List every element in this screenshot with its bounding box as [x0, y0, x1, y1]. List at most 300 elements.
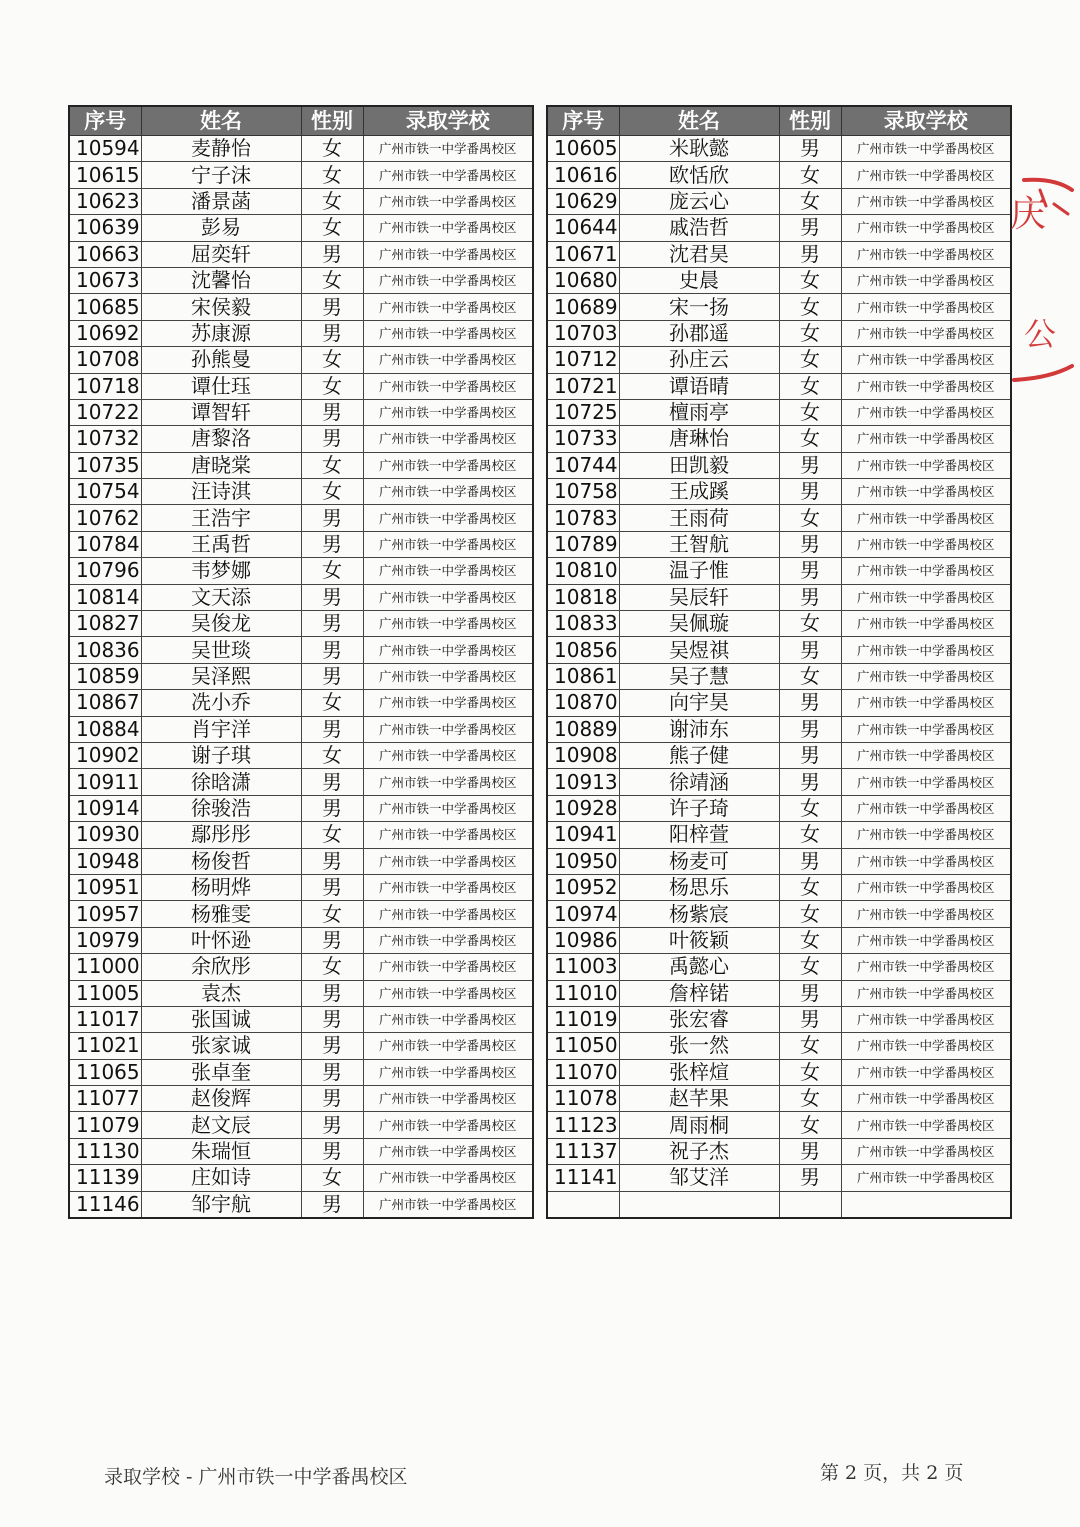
student-name: 张卓奎 [141, 1059, 301, 1085]
table-row [547, 584, 1011, 610]
admitted-school: 广州市铁一中学番禺校区 [841, 399, 1011, 425]
admitted-school: 广州市铁一中学番禺校区 [363, 505, 533, 531]
table-body-left [69, 136, 533, 1219]
admitted-school: 广州市铁一中学番禺校区 [841, 373, 1011, 399]
header-name: 姓名 [141, 106, 301, 136]
student-id: 10721 [547, 373, 619, 399]
student-name: 肖宇洋 [141, 716, 301, 742]
student-name: 徐靖涵 [619, 769, 779, 795]
admitted-school: 广州市铁一中学番禺校区 [841, 927, 1011, 953]
admitted-school: 广州市铁一中学番禺校区 [841, 215, 1011, 241]
student-id: 10703 [547, 320, 619, 346]
admission-table-left [68, 105, 534, 1219]
table-row [547, 742, 1011, 768]
student-name: 庞云心 [619, 188, 779, 214]
table-row [69, 637, 533, 663]
student-id: 10951 [69, 874, 141, 900]
table-body-right [547, 136, 1011, 1219]
table-row [69, 347, 533, 373]
table-row [69, 848, 533, 874]
table-row [547, 927, 1011, 953]
student-name: 周雨桐 [619, 1112, 779, 1138]
student-name: 欧恬欣 [619, 162, 779, 188]
student-id: 11130 [69, 1138, 141, 1164]
student-gender: 男 [301, 769, 363, 795]
student-id: 10928 [547, 795, 619, 821]
admitted-school: 广州市铁一中学番禺校区 [363, 663, 533, 689]
table-row [69, 769, 533, 795]
admitted-school: 广州市铁一中学番禺校区 [841, 1033, 1011, 1059]
student-gender: 女 [779, 1086, 841, 1112]
student-gender: 男 [779, 716, 841, 742]
admitted-school: 广州市铁一中学番禺校区 [363, 822, 533, 848]
admitted-school: 广州市铁一中学番禺校区 [841, 1086, 1011, 1112]
admitted-school: 广州市铁一中学番禺校区 [363, 1033, 533, 1059]
student-gender: 女 [779, 874, 841, 900]
student-name: 吴俊龙 [141, 611, 301, 637]
table-row [69, 479, 533, 505]
student-gender: 男 [301, 1006, 363, 1032]
student-gender: 男 [779, 637, 841, 663]
admitted-school: 广州市铁一中学番禺校区 [363, 479, 533, 505]
table-row [547, 980, 1011, 1006]
admitted-school: 广州市铁一中学番禺校区 [841, 901, 1011, 927]
admitted-school: 广州市铁一中学番禺校区 [363, 452, 533, 478]
admitted-school: 广州市铁一中学番禺校区 [363, 769, 533, 795]
admitted-school: 广州市铁一中学番禺校区 [363, 347, 533, 373]
student-name: 杨思乐 [619, 874, 779, 900]
admitted-school: 广州市铁一中学番禺校区 [841, 874, 1011, 900]
table-row [547, 373, 1011, 399]
table-row [69, 426, 533, 452]
student-name: 吴煜祺 [619, 637, 779, 663]
student-id: 11065 [69, 1059, 141, 1085]
student-id: 10884 [69, 716, 141, 742]
student-name: 沈君昊 [619, 241, 779, 267]
student-gender: 女 [779, 795, 841, 821]
student-name: 冼小乔 [141, 690, 301, 716]
student-gender: 男 [779, 215, 841, 241]
table-row [547, 822, 1011, 848]
table-row [69, 716, 533, 742]
student-name: 张梓煊 [619, 1059, 779, 1085]
table-row [69, 1191, 533, 1218]
header-id: 序号 [547, 106, 619, 136]
student-name: 邹艾洋 [619, 1165, 779, 1191]
table-row [547, 241, 1011, 267]
table-row [69, 1059, 533, 1085]
admitted-school: 广州市铁一中学番禺校区 [841, 267, 1011, 293]
admitted-school: 广州市铁一中学番禺校区 [841, 531, 1011, 557]
student-gender: 女 [301, 479, 363, 505]
student-id: 11017 [69, 1006, 141, 1032]
student-id: 10718 [69, 373, 141, 399]
table-row [69, 1165, 533, 1191]
student-name: 袁杰 [141, 980, 301, 1006]
student-gender: 男 [301, 426, 363, 452]
table-header-row [69, 106, 533, 136]
student-name: 王智航 [619, 531, 779, 557]
student-name: 徐晗潇 [141, 769, 301, 795]
table-row [69, 663, 533, 689]
admitted-school: 广州市铁一中学番禺校区 [841, 1059, 1011, 1085]
admitted-school: 广州市铁一中学番禺校区 [363, 1112, 533, 1138]
student-id: 10623 [69, 188, 141, 214]
admitted-school: 广州市铁一中学番禺校区 [363, 267, 533, 293]
table-row [547, 531, 1011, 557]
student-name: 庄如诗 [141, 1165, 301, 1191]
student-name: 潘景菡 [141, 188, 301, 214]
student-id: 11005 [69, 980, 141, 1006]
student-gender: 男 [779, 1138, 841, 1164]
student-gender: 男 [301, 294, 363, 320]
student-gender: 女 [779, 162, 841, 188]
student-name: 杨雅雯 [141, 901, 301, 927]
table-row [69, 136, 533, 162]
student-gender: 男 [779, 1165, 841, 1191]
student-id: 10685 [69, 294, 141, 320]
student-id: 11078 [547, 1086, 619, 1112]
student-id: 10810 [547, 558, 619, 584]
student-name: 张宏睿 [619, 1006, 779, 1032]
student-gender: 男 [301, 1138, 363, 1164]
student-gender: 女 [779, 611, 841, 637]
student-gender: 女 [301, 215, 363, 241]
student-id: 10725 [547, 399, 619, 425]
table-row [547, 136, 1011, 162]
student-name: 杨俊哲 [141, 848, 301, 874]
header-school: 录取学校 [363, 106, 533, 136]
student-gender: 女 [779, 822, 841, 848]
student-id: 10733 [547, 426, 619, 452]
admitted-school: 广州市铁一中学番禺校区 [841, 848, 1011, 874]
student-gender: 男 [301, 1191, 363, 1218]
student-name: 叶筱颖 [619, 927, 779, 953]
header-name: 姓名 [619, 106, 779, 136]
table-row [69, 795, 533, 821]
student-id: 10914 [69, 795, 141, 821]
student-gender: 女 [779, 1112, 841, 1138]
admitted-school: 广州市铁一中学番禺校区 [363, 320, 533, 346]
admitted-school: 广州市铁一中学番禺校区 [363, 980, 533, 1006]
student-name: 王禹哲 [141, 531, 301, 557]
student-gender: 女 [779, 1033, 841, 1059]
table-row [547, 505, 1011, 531]
student-name: 赵芊果 [619, 1086, 779, 1112]
admitted-school: 广州市铁一中学番禺校区 [363, 373, 533, 399]
admitted-school: 广州市铁一中学番禺校区 [841, 1165, 1011, 1191]
table-row [69, 267, 533, 293]
student-name: 沈馨怡 [141, 267, 301, 293]
admitted-school: 广州市铁一中学番禺校区 [363, 426, 533, 452]
student-name: 邹宇航 [141, 1191, 301, 1218]
student-gender: 女 [779, 954, 841, 980]
student-name: 戚浩哲 [619, 215, 779, 241]
student-name: 谢子琪 [141, 742, 301, 768]
student-gender: 男 [301, 795, 363, 821]
student-name: 赵俊辉 [141, 1086, 301, 1112]
table-row [69, 399, 533, 425]
student-gender: 女 [779, 373, 841, 399]
admitted-school: 广州市铁一中学番禺校区 [841, 1138, 1011, 1164]
student-name: 王成蹊 [619, 479, 779, 505]
admitted-school: 广州市铁一中学番禺校区 [363, 611, 533, 637]
student-id: 10814 [69, 584, 141, 610]
student-id: 10689 [547, 294, 619, 320]
admitted-school: 广州市铁一中学番禺校区 [363, 1086, 533, 1112]
table-row [547, 399, 1011, 425]
student-gender: 女 [779, 426, 841, 452]
admitted-school: 广州市铁一中学番禺校区 [841, 479, 1011, 505]
student-gender: 男 [301, 399, 363, 425]
student-name: 彭易 [141, 215, 301, 241]
student-name: 詹梓锘 [619, 980, 779, 1006]
admitted-school: 广州市铁一中学番禺校区 [363, 558, 533, 584]
student-gender: 女 [779, 347, 841, 373]
student-id: 10762 [69, 505, 141, 531]
admitted-school: 广州市铁一中学番禺校区 [841, 795, 1011, 821]
admitted-school: 广州市铁一中学番禺校区 [363, 188, 533, 214]
student-gender: 女 [301, 558, 363, 584]
svg-text:庆: 庆 [1010, 194, 1047, 235]
student-id: 10833 [547, 611, 619, 637]
table-row [547, 426, 1011, 452]
student-gender: 女 [779, 663, 841, 689]
student-name: 宋侯毅 [141, 294, 301, 320]
student-gender: 男 [779, 848, 841, 874]
student-gender: 男 [779, 241, 841, 267]
student-gender: 女 [301, 1165, 363, 1191]
student-gender: 男 [301, 505, 363, 531]
student-name: 谢沛东 [619, 716, 779, 742]
student-name: 张家诚 [141, 1033, 301, 1059]
table-row [547, 795, 1011, 821]
student-id: 11003 [547, 954, 619, 980]
student-gender: 男 [779, 531, 841, 557]
admitted-school: 广州市铁一中学番禺校区 [841, 954, 1011, 980]
student-gender: 男 [301, 241, 363, 267]
table-row [547, 188, 1011, 214]
student-gender: 女 [301, 742, 363, 768]
student-id: 10692 [69, 320, 141, 346]
student-id: 10930 [69, 822, 141, 848]
student-name: 谭语晴 [619, 373, 779, 399]
student-id: 11019 [547, 1006, 619, 1032]
student-id: 10712 [547, 347, 619, 373]
student-id: 10789 [547, 531, 619, 557]
student-id: 11139 [69, 1165, 141, 1191]
table-header-row [547, 106, 1011, 136]
student-name: 孙郡遥 [619, 320, 779, 346]
table-row [69, 558, 533, 584]
student-id: 10639 [69, 215, 141, 241]
table-row [69, 980, 533, 1006]
admitted-school: 广州市铁一中学番禺校区 [363, 927, 533, 953]
student-id: 10941 [547, 822, 619, 848]
empty-cell [547, 1191, 619, 1218]
table-row [69, 611, 533, 637]
admitted-school: 广州市铁一中学番禺校区 [841, 320, 1011, 346]
student-gender: 男 [301, 1086, 363, 1112]
admitted-school: 广州市铁一中学番禺校区 [363, 1059, 533, 1085]
footer-page-number: 第 2 页，共 2 页 [820, 1462, 964, 1484]
student-id: 11077 [69, 1086, 141, 1112]
student-gender: 女 [779, 320, 841, 346]
admitted-school: 广州市铁一中学番禺校区 [841, 822, 1011, 848]
student-name: 唐琳怡 [619, 426, 779, 452]
table-row [69, 531, 533, 557]
student-gender: 女 [779, 505, 841, 531]
table-row [547, 1138, 1011, 1164]
empty-cell [841, 1191, 1011, 1218]
student-id: 10902 [69, 742, 141, 768]
student-name: 吴辰轩 [619, 584, 779, 610]
student-name: 鄢彤彤 [141, 822, 301, 848]
table-row [69, 584, 533, 610]
admitted-school: 广州市铁一中学番禺校区 [841, 716, 1011, 742]
student-name: 向宇昊 [619, 690, 779, 716]
student-gender: 男 [301, 716, 363, 742]
student-gender: 男 [301, 848, 363, 874]
student-id: 10783 [547, 505, 619, 531]
student-id: 10616 [547, 162, 619, 188]
student-gender: 女 [779, 1059, 841, 1085]
admitted-school: 广州市铁一中学番禺校区 [363, 874, 533, 900]
student-name: 文天添 [141, 584, 301, 610]
header-school: 录取学校 [841, 106, 1011, 136]
student-id: 10732 [69, 426, 141, 452]
table-row [547, 215, 1011, 241]
student-gender: 男 [301, 1112, 363, 1138]
student-gender: 男 [779, 558, 841, 584]
student-id: 10680 [547, 267, 619, 293]
student-gender: 男 [301, 637, 363, 663]
admitted-school: 广州市铁一中学番禺校区 [363, 954, 533, 980]
student-gender: 男 [779, 452, 841, 478]
student-id: 10856 [547, 637, 619, 663]
table-row [547, 1165, 1011, 1191]
student-name: 史晨 [619, 267, 779, 293]
table-row [547, 611, 1011, 637]
student-gender: 男 [779, 742, 841, 768]
header-gender: 性别 [779, 106, 841, 136]
table-row [547, 1086, 1011, 1112]
admitted-school: 广州市铁一中学番禺校区 [363, 637, 533, 663]
admitted-school: 广州市铁一中学番禺校区 [363, 215, 533, 241]
student-gender: 男 [779, 136, 841, 162]
table-row [547, 1059, 1011, 1085]
student-id: 11079 [69, 1112, 141, 1138]
table-row [69, 1086, 533, 1112]
student-name: 麦静怡 [141, 136, 301, 162]
student-id: 11070 [547, 1059, 619, 1085]
student-gender: 男 [301, 1059, 363, 1085]
table-row [69, 1138, 533, 1164]
table-row [69, 690, 533, 716]
admitted-school: 广州市铁一中学番禺校区 [363, 1191, 533, 1218]
student-id: 10827 [69, 611, 141, 637]
student-id: 11123 [547, 1112, 619, 1138]
table-row [547, 558, 1011, 584]
table-row [69, 320, 533, 346]
svg-text:公: 公 [1024, 315, 1057, 353]
student-id: 10836 [69, 637, 141, 663]
student-id: 10784 [69, 531, 141, 557]
student-name: 熊子健 [619, 742, 779, 768]
student-id: 11050 [547, 1033, 619, 1059]
student-gender: 女 [779, 399, 841, 425]
student-id: 10948 [69, 848, 141, 874]
admitted-school: 广州市铁一中学番禺校区 [841, 426, 1011, 452]
table-row [69, 294, 533, 320]
student-name: 吴世琰 [141, 637, 301, 663]
table-row [547, 690, 1011, 716]
student-name: 徐骏浩 [141, 795, 301, 821]
admitted-school: 广州市铁一中学番禺校区 [841, 769, 1011, 795]
student-id: 10986 [547, 927, 619, 953]
table-row [547, 162, 1011, 188]
admitted-school: 广州市铁一中学番禺校区 [841, 162, 1011, 188]
student-name: 温子惟 [619, 558, 779, 584]
admitted-school: 广州市铁一中学番禺校区 [841, 294, 1011, 320]
student-id: 10605 [547, 136, 619, 162]
student-id: 10867 [69, 690, 141, 716]
student-gender: 男 [301, 531, 363, 557]
table-row [69, 822, 533, 848]
student-id: 10644 [547, 215, 619, 241]
student-id: 10671 [547, 241, 619, 267]
student-id: 10861 [547, 663, 619, 689]
student-name: 檀雨亭 [619, 399, 779, 425]
student-gender: 男 [301, 1033, 363, 1059]
student-name: 杨紫宸 [619, 901, 779, 927]
table-row [69, 373, 533, 399]
table-row [547, 901, 1011, 927]
table-row [69, 742, 533, 768]
table-row [547, 637, 1011, 663]
admitted-school: 广州市铁一中学番禺校区 [841, 241, 1011, 267]
table-row [69, 1006, 533, 1032]
table-row [547, 716, 1011, 742]
student-name: 许子琦 [619, 795, 779, 821]
table-row [547, 848, 1011, 874]
student-id: 11021 [69, 1033, 141, 1059]
student-name: 吴子慧 [619, 663, 779, 689]
table-row [69, 162, 533, 188]
student-id: 11146 [69, 1191, 141, 1218]
student-id: 10913 [547, 769, 619, 795]
student-name: 宁子沫 [141, 162, 301, 188]
student-gender: 女 [779, 267, 841, 293]
student-name: 米耿懿 [619, 136, 779, 162]
student-gender: 男 [301, 874, 363, 900]
student-name: 杨明烨 [141, 874, 301, 900]
student-id: 10735 [69, 452, 141, 478]
student-id: 10908 [547, 742, 619, 768]
admitted-school: 广州市铁一中学番禺校区 [841, 637, 1011, 663]
admitted-school: 广州市铁一中学番禺校区 [363, 690, 533, 716]
empty-table-row [547, 1191, 1011, 1218]
admitted-school: 广州市铁一中学番禺校区 [363, 848, 533, 874]
table-row [547, 347, 1011, 373]
admitted-school: 广州市铁一中学番禺校区 [363, 241, 533, 267]
footer-school-label: 录取学校 - 广州市铁一中学番禺校区 [104, 1466, 408, 1488]
admitted-school: 广州市铁一中学番禺校区 [841, 136, 1011, 162]
header-gender: 性别 [301, 106, 363, 136]
student-name: 唐晓棠 [141, 452, 301, 478]
student-name: 吴佩璇 [619, 611, 779, 637]
student-name: 屈奕轩 [141, 241, 301, 267]
